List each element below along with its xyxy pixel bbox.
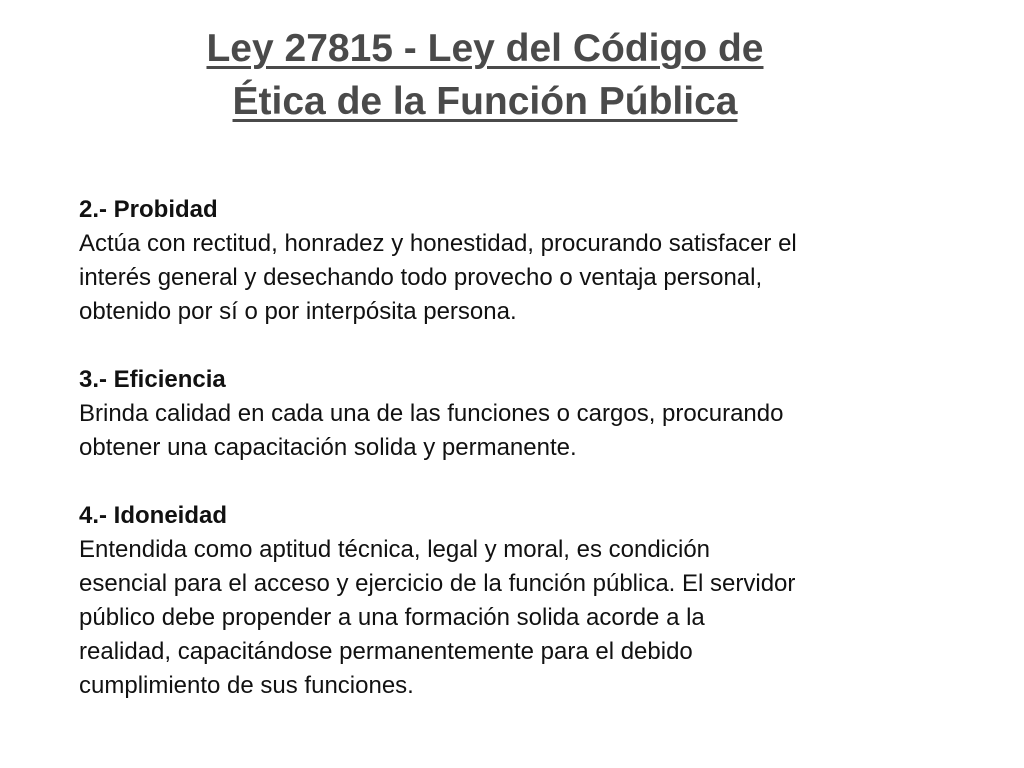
body-line: Entendida como aptitud técnica, legal y moral, es condición [79, 536, 711, 563]
section-body [79, 397, 959, 465]
section-body [79, 227, 959, 329]
body-line: interés general y desechando todo provecho o ventaja personal, [79, 264, 763, 291]
body-line: cumplimiento de sus funciones. [79, 672, 414, 699]
section-heading: 4.- Idoneidad [79, 502, 228, 529]
body-line: Brinda calidad en cada una de las funciones o cargos, procurando [79, 400, 784, 427]
slide-title-line-2: Ética de la Función Pública [232, 80, 738, 123]
section-idoneidad [79, 499, 959, 703]
slide-content [79, 193, 959, 737]
body-line: público debe propender a una formación solida acorde a la [79, 604, 705, 631]
section-probidad [79, 193, 959, 329]
section-heading: 2.- Probidad [79, 196, 218, 223]
body-line: realidad, capacitándose permanentemente para el debido [79, 638, 693, 665]
section-heading: 3.- Eficiencia [79, 366, 226, 393]
body-line: esencial para el acceso y ejercicio de la función pública. El servidor [79, 570, 796, 597]
body-line: obtenido por sí o por interpósita persona. [79, 298, 517, 325]
body-line: obtener una capacitación solida y permanente. [79, 434, 577, 461]
slide-title [60, 22, 910, 128]
slide-title-line-1: Ley 27815 - Ley del Código de [206, 27, 764, 70]
body-line: Actúa con rectitud, honradez y honestidad, procurando satisfacer el [79, 230, 797, 257]
section-eficiencia [79, 363, 959, 465]
section-body [79, 533, 959, 703]
